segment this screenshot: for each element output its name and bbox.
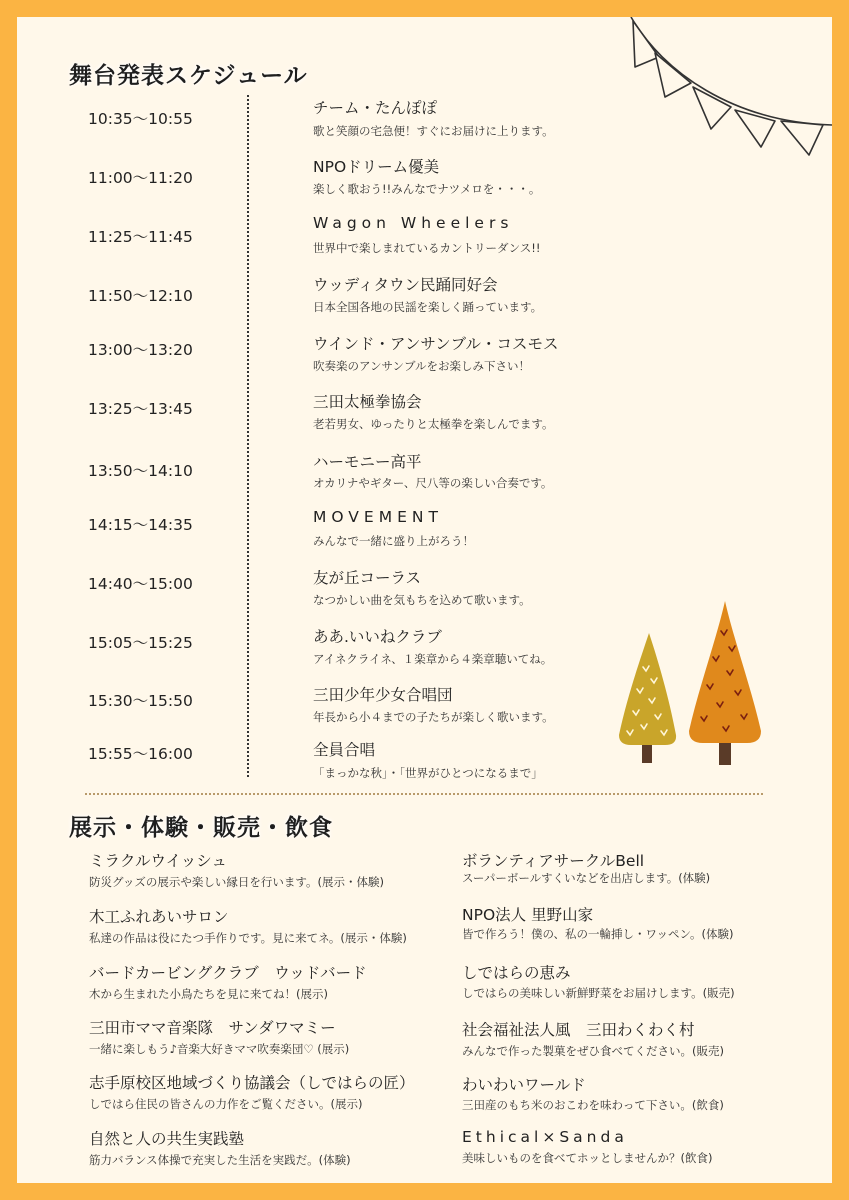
- booth-name: 志手原校区地域づくり協議会（しではらの匠）: [89, 1074, 415, 1092]
- flyer-page: [17, 17, 832, 1183]
- performer-name: ウインド・アンサンブル・コスモス: [313, 335, 559, 353]
- performer-name: ああ.いいねクラブ: [313, 628, 442, 646]
- stage-schedule-title: 舞台発表スケジュール: [69, 63, 308, 89]
- performer-name: MOVEMENT: [313, 508, 443, 526]
- timeline-divider: [247, 95, 249, 777]
- booth-description: スーパーボールすくいなどを出店します。(体験): [462, 871, 711, 885]
- schedule-time: 11:00～11:20: [88, 169, 193, 187]
- performer-name: ハーモニー高平: [313, 453, 422, 471]
- schedule-time: 14:40～15:00: [88, 575, 193, 593]
- booth-name: 自然と人の共生実践塾: [89, 1130, 245, 1148]
- performer-description: 「まっかな秋」・「世界がひとつになるまで」: [313, 766, 543, 780]
- booth-description: しではら住民の皆さんの力作をご覧ください。(展示): [89, 1097, 363, 1111]
- booth-description: 一緒に楽しもう♪音楽大好きママ吹奏楽団♡ (展示): [89, 1042, 350, 1056]
- performer-description: なつかしい曲を気もちを込めて歌います。: [313, 593, 531, 607]
- booth-name: しではらの恵み: [462, 964, 571, 982]
- schedule-time: 15:55～16:00: [88, 745, 193, 763]
- performer-description: 吹奏楽のアンサンブルをお楽しみ下さい！: [313, 359, 531, 373]
- booth-name: 木工ふれあいサロン: [89, 908, 229, 926]
- performer-description: 日本全国各地の民謡を楽しく踊っています。: [313, 300, 543, 314]
- booth-name: ミラクルウイッシュ: [89, 852, 227, 870]
- bunting-flags-icon: [623, 17, 832, 167]
- booth-description: みんなで作った製菓をぜひ食べてください。(販売): [462, 1044, 724, 1058]
- schedule-time: 10:35～10:55: [88, 110, 193, 128]
- performer-name: 全員合唱: [313, 741, 376, 759]
- performer-name: Wagon Wheelers: [313, 214, 514, 232]
- schedule-time: 14:15～14:35: [88, 516, 193, 534]
- booths-title: 展示・体験・販売・飲食: [69, 815, 333, 841]
- booth-description: 美味しいものを食べてホッとしませんか？(飲食): [462, 1151, 713, 1165]
- schedule-time: 13:00～13:20: [88, 341, 193, 359]
- performer-name: 三田少年少女合唱団: [313, 686, 453, 704]
- performer-name: ウッディタウン民踊同好会: [313, 276, 498, 294]
- schedule-time: 13:25～13:45: [88, 400, 193, 418]
- booth-name: Ethical×Sanda: [462, 1128, 628, 1146]
- booth-description: 防災グッズの展示や楽しい縁日を行います。(展示・体験): [89, 875, 384, 889]
- performer-name: NPOドリーム優美: [313, 158, 440, 176]
- schedule-time: 11:25～11:45: [88, 228, 193, 246]
- performer-description: 世界中で楽しまれているカントリーダンス!!: [313, 241, 541, 255]
- booth-description: 筋力バランス体操で充実した生活を実践だ。(体験): [89, 1153, 351, 1167]
- booth-name: わいわいワールド: [462, 1076, 586, 1094]
- section-separator: [85, 793, 763, 795]
- booth-name: 三田市ママ音楽隊 サンダワマミー: [89, 1019, 336, 1037]
- schedule-time: 15:30～15:50: [88, 692, 193, 710]
- performer-description: 楽しく歌おう!!みんなでナツメロを・・・。: [313, 182, 541, 196]
- booth-description: 木から生まれた小鳥たちを見に来てね！(展示): [89, 987, 328, 1001]
- booth-name: ボランティアサークルBell: [462, 852, 645, 870]
- autumn-tree-icon: [613, 627, 683, 767]
- performer-description: 老若男女、ゆったりと太極拳を楽しんでます。: [313, 417, 554, 431]
- schedule-time: 11:50～12:10: [88, 287, 193, 305]
- booth-description: 三田産のもち米のおこわを味わって下さい。(飲食): [462, 1098, 724, 1112]
- performer-description: アイネクライネ、１楽章から４楽章聴いてね。: [313, 652, 553, 666]
- booth-name: 社会福祉法人風 三田わくわく村: [462, 1021, 695, 1039]
- booth-description: 私達の作品は役にたつ手作りです。見に来てネ。(展示・体験): [89, 931, 407, 945]
- performer-name: チーム・たんぽぽ: [313, 99, 438, 117]
- performer-name: 三田太極拳協会: [313, 393, 422, 411]
- autumn-tree-icon: [683, 597, 767, 767]
- booth-name: バードカービングクラブ ウッドバード: [89, 964, 367, 982]
- schedule-time: 15:05～15:25: [88, 634, 193, 652]
- performer-description: オカリナやギター、尺八等の楽しい合奏です。: [313, 476, 553, 490]
- schedule-time: 13:50～14:10: [88, 462, 193, 480]
- performer-description: 年長から小４までの子たちが楽しく歌います。: [313, 710, 554, 724]
- booth-description: しではらの美味しい新鮮野菜をお届けします。(販売): [462, 986, 735, 1000]
- performer-name: 友が丘コーラス: [313, 569, 422, 587]
- performer-description: 歌と笑顔の宅急便！すぐにお届けに上ります。: [313, 124, 554, 138]
- booth-name: NPO法人 里野山家: [462, 906, 594, 924]
- booth-description: 皆で作ろう！僕の、私の一輪挿し・ワッペン。(体験): [462, 927, 734, 941]
- performer-description: みんなで一緒に盛り上がろう！: [313, 534, 474, 548]
